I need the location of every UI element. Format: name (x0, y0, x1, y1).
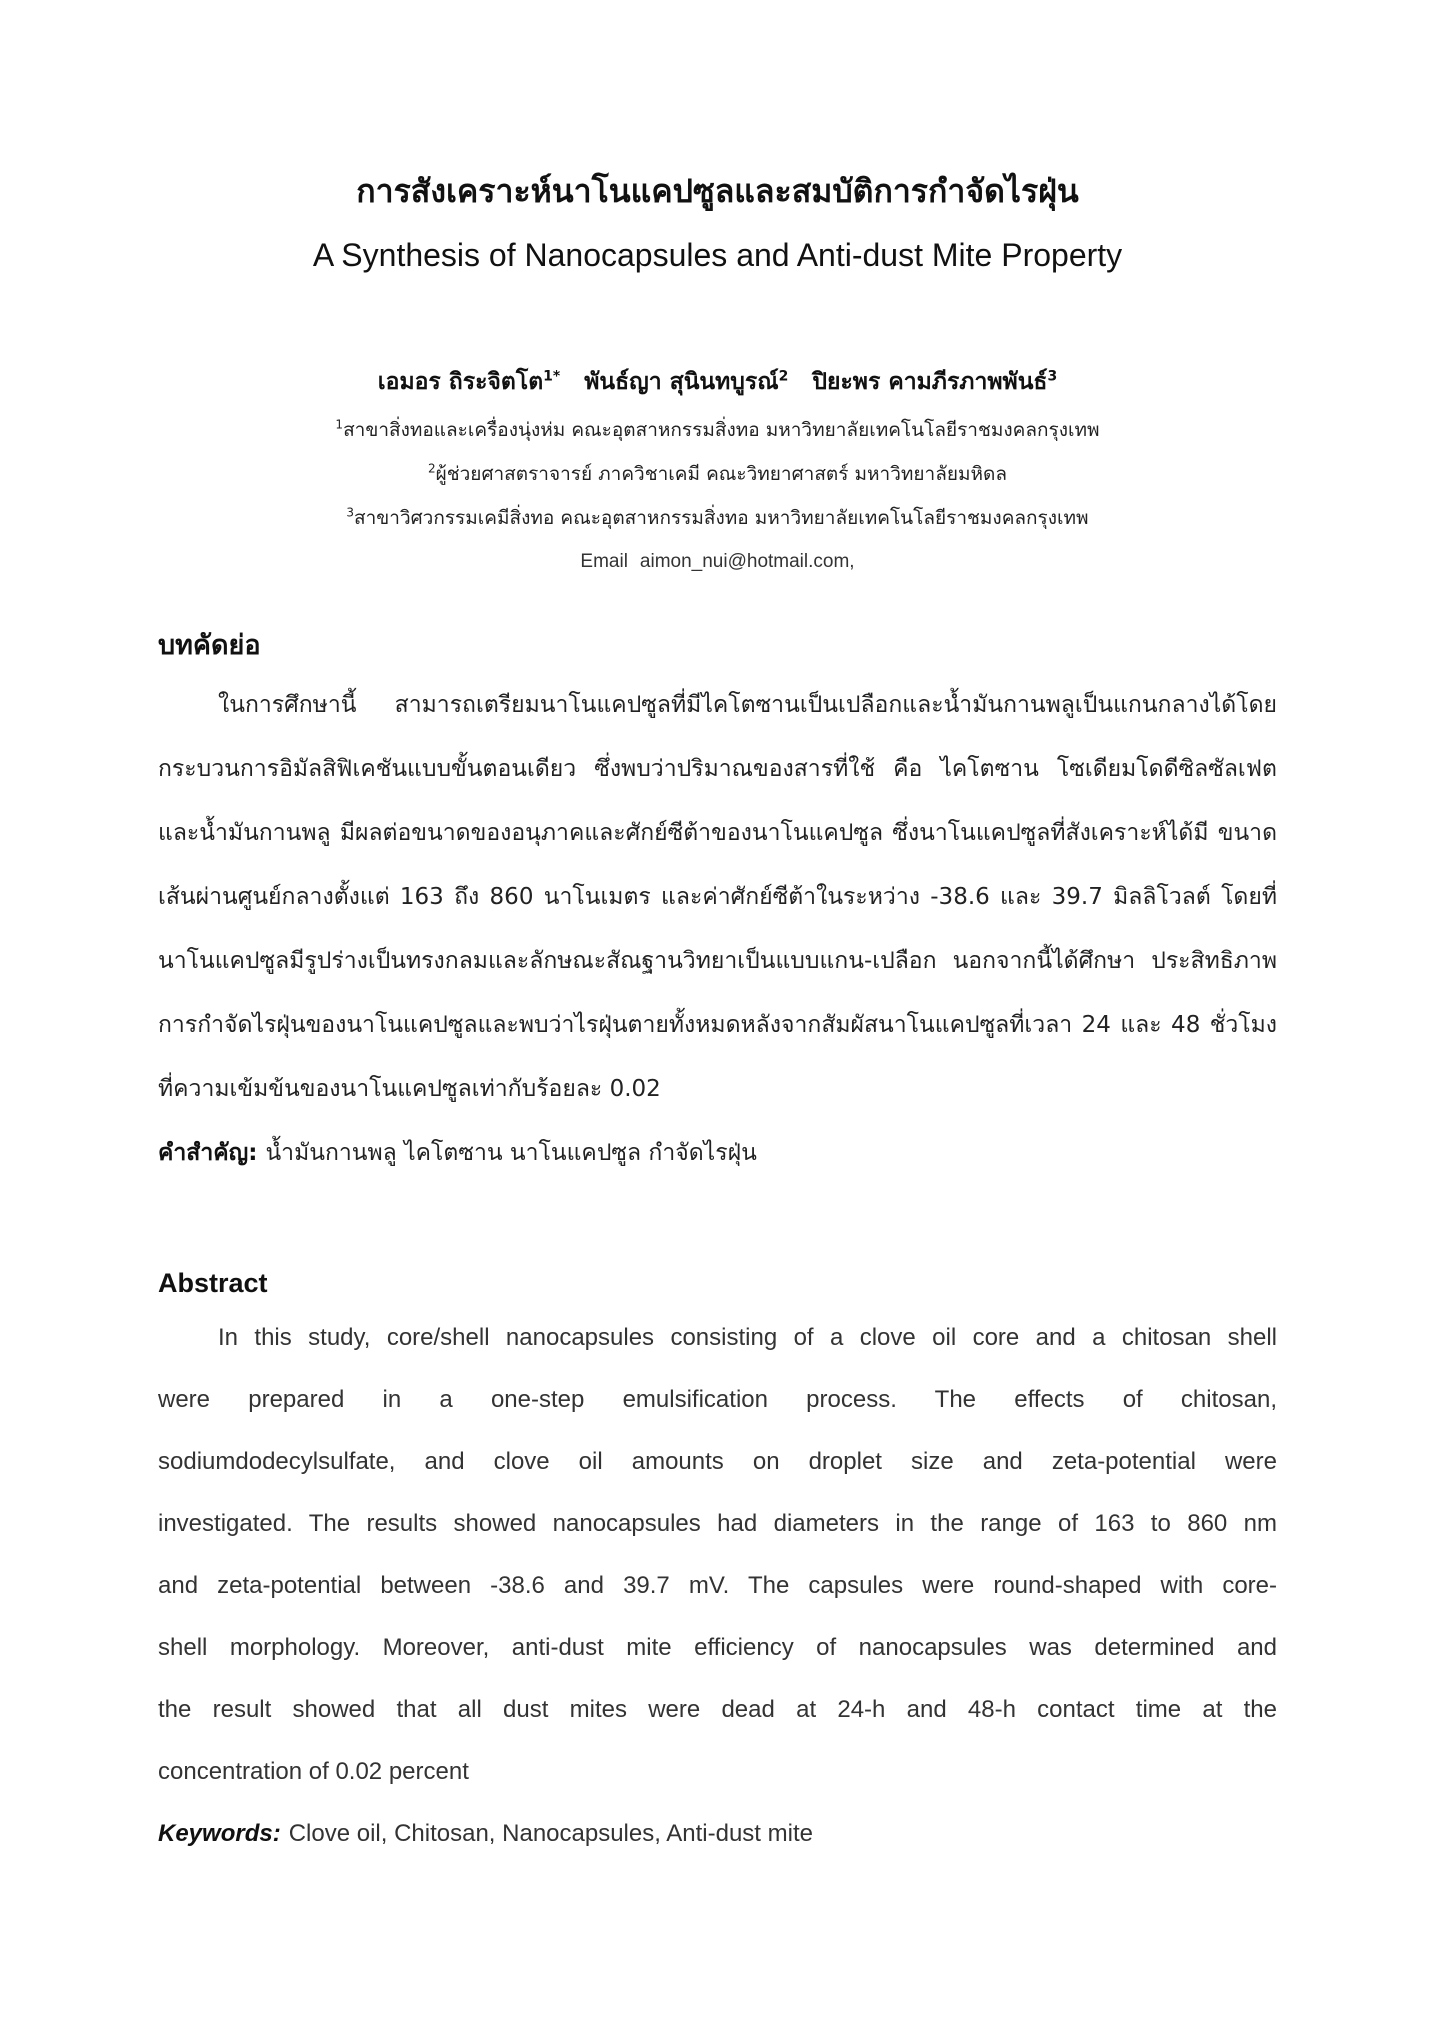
abstract-thai-line: โดยที่นาโนแคปซูลมีรูปร่างเป็นทรงกลมและลักษณะสัณฐานวิทยาเป็นแบบแกน-เปลือก นอกจากนี้ได้ศึกษา (158, 884, 1277, 974)
keywords-thai-list: น้ำมันกานพลู ไคโตซาน นาโนแคปซูล กำจัดไรฝุ่น (265, 1140, 757, 1166)
author-name: ปิยะพร คามภีรภาพพันธ์ (812, 369, 1048, 395)
abstract-english-heading: Abstract (158, 1268, 268, 1298)
affiliation-text: สาขาวิศวกรรมเคมีสิ่งทอ คณะอุตสาหกรรมสิ่งทอ มหาวิทยาลัยเทคโนโลยีราชมงคลกรุงเทพ (354, 507, 1089, 529)
abstract-thai-line: ประสิทธิภาพการกำจัดไรฝุ่นของนาโนแคปซูลและพบว่าไรฝุ่นตายทั้งหมดหลังจากสัมผัสนาโนแคปซูลที่เวลา 24 (158, 948, 1277, 1038)
affiliation (158, 452, 1277, 496)
keywords-english (158, 1803, 1277, 1865)
abstract-english-line: sodiumdodecylsulfate, and clove oil amounts on droplet size and zeta-potential were (158, 1448, 1277, 1475)
abstract-thai-line: และ 48 ชั่วโมงที่ความเข้มข้นของนาโนแคปซูลเท่ากับร้อยละ 0.02 (158, 1012, 1278, 1102)
author (378, 369, 560, 395)
keywords-thai-label: คำสำคัญ: (158, 1140, 258, 1166)
affiliation (158, 496, 1277, 540)
affiliation-text: สาขาสิ่งทอและเครื่องนุ่งห่ม คณะอุตสาหกรรมสิ่งทอ มหาวิทยาลัยเทคโนโลยีราชมงคลกรุงเทพ (343, 419, 1100, 441)
abstract-english-line: In this study, core/shell nanocapsules consisting of a clove oil core and a chitosan shell (218, 1324, 1277, 1351)
abstract-thai-line: ขนาดเส้นผ่านศูนย์กลางตั้งแต่ 163 ถึง 860 นาโนเมตร และค่าศักย์ซีต้าในระหว่าง -38.6 และ 39.7 มิลลิโวลต์ (158, 820, 1278, 910)
keywords-thai (158, 1121, 1277, 1185)
author (812, 369, 1057, 395)
abstract-english-line: the result showed that all dust mites were dead at 24-h and 48-h contact time at the (158, 1696, 1277, 1723)
contact-email (158, 540, 1277, 584)
affiliation (158, 408, 1277, 452)
affiliation-text: ผู้ช่วยศาสตราจารย์ ภาควิชาเคมี คณะวิทยาศาสตร์ มหาวิทยาลัยมหิดล (435, 463, 1008, 485)
author-affiliation-mark: 2 (778, 368, 789, 385)
affiliation-list (158, 408, 1277, 584)
abstract-english-paragraph (158, 1307, 1277, 1803)
abstract-thai-line: กระบวนการอิมัลสิฟิเคชันแบบขั้นตอนเดียว ซึ่งพบว่าปริมาณของสารที่ใช้ คือ ไคโตซาน โซเดียมโดดีซิลซัลเฟต (158, 756, 1277, 782)
affiliation-mark: 2 (427, 461, 436, 476)
abstract-english-line: shell morphology. Moreover, anti-dust mite efficiency of nanocapsules was determined and (158, 1634, 1277, 1661)
title-thai: การสังเคราะห์นาโนแคปซูลและสมบัติการกำจัดไรฝุ่น (356, 172, 1079, 210)
keywords-english-label: Keywords: (158, 1820, 281, 1847)
abstract-thai-paragraph (158, 673, 1277, 1121)
abstract-english-line: and zeta-potential between -38.6 and 39.7 mV. The capsules were round-shaped with core- (158, 1572, 1277, 1599)
abstract-thai-line: ในการศึกษานี้ สามารถเตรียมนาโนแคปซูลที่มีไคโตซานเป็นเปลือกและน้ำมันกานพลูเป็นแกนกลางได้โดย (218, 692, 1277, 718)
author-affiliation-mark: 3 (1047, 368, 1058, 385)
keywords-english-list: Clove oil, Chitosan, Nanocapsules, Anti-dust mite (288, 1820, 813, 1847)
abstract-english-line: were prepared in a one-step emulsification process. The effects of chitosan, (158, 1386, 1277, 1413)
abstract-english-line: investigated. The results showed nanocapsules had diameters in the range of 163 to 860 nm (158, 1510, 1277, 1537)
author-affiliation-mark: 1* (543, 368, 561, 385)
abstract-english-line: concentration of 0.02 percent (158, 1758, 469, 1785)
email-label: Email (580, 551, 628, 572)
affiliation-mark: 3 (346, 505, 355, 520)
abstract-thai-heading: บทคัดย่อ (158, 630, 261, 661)
title-english: A Synthesis of Nanocapsules and Anti-dust Mite Property (312, 237, 1123, 273)
author-name: เอมอร ถิระจิตโต (377, 369, 544, 395)
affiliation-mark: 1 (335, 417, 344, 432)
author (584, 369, 788, 395)
author-name: พันธ์ญา สุนินทบูรณ์ (584, 369, 779, 395)
email-address: aimon_nui@hotmail.com, (639, 551, 855, 572)
abstract-thai-line: และน้ำมันกานพลู มีผลต่อขนาดของอนุภาคและศักย์ซีต้าของนาโนแคปซูล ซึ่งนาโนแคปซูลที่สังเคราะห์ได้มี (158, 820, 1209, 846)
author-list (158, 365, 1277, 399)
